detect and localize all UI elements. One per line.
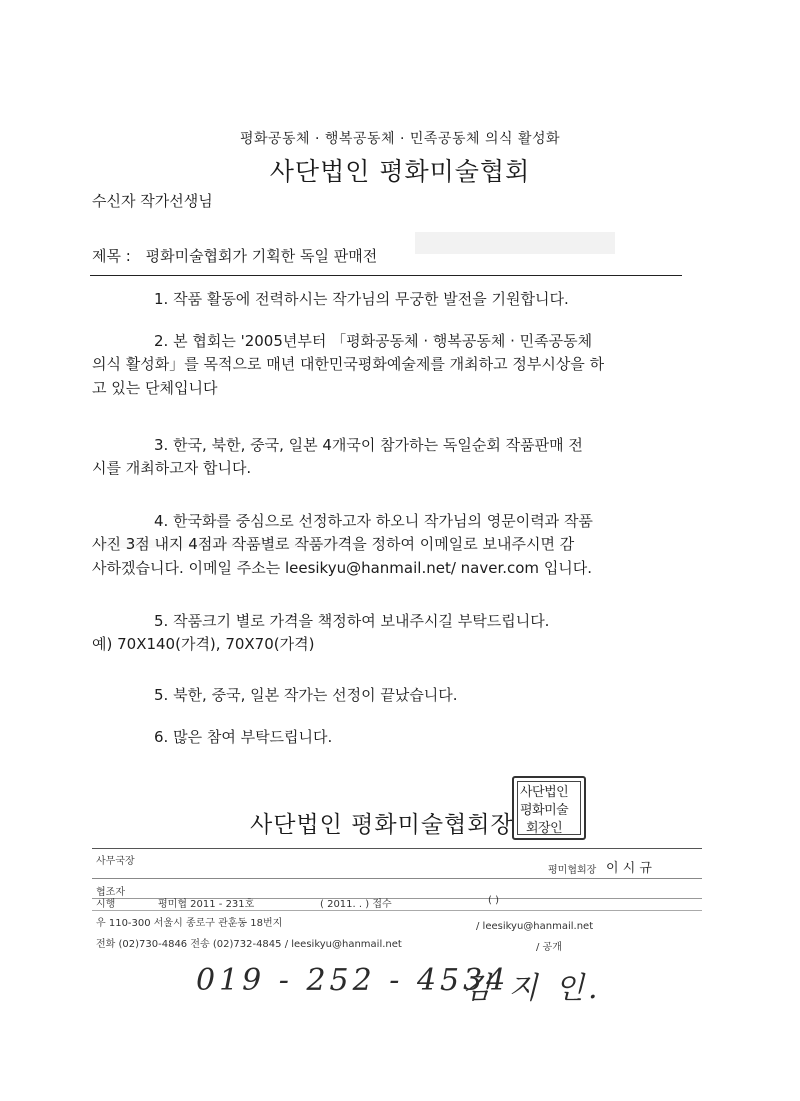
staff-label: 사무국장 [96, 856, 135, 867]
subject-text: 평화미술협회가 기획한 독일 판매전 [145, 247, 378, 265]
president-name: 이 시 규 [606, 861, 652, 876]
item-3: 3. 한국, 북한, 중국, 일본 4개국이 참가하는 독일순회 작품판매 전 시를 개최하고자 합니다. [92, 436, 583, 478]
footer-rule [92, 848, 702, 849]
footer-rule [92, 910, 702, 911]
official-seal [512, 776, 586, 840]
item-2: 2. 본 협회는 '2005년부터 「평화공동체 · 행복공동체 · 민족공동체 의식 활성화」를 목적으로 매년 대한민국평화예술제를 개최하고 정부시상을 하 고 있는 단체입니다 [92, 332, 605, 397]
cooperator-label: 협조자 [96, 887, 125, 898]
received-date: ( 2011. . ) 접수 [320, 899, 392, 910]
seal-line: 회장인 [526, 821, 563, 836]
email-address: / leesikyu@hanmail.net [476, 921, 594, 932]
item-5: 5. 작품크기 별로 가격을 책정하여 보내주시길 부탁드립니다. 예) 70X140(가격), 70X70(가격) [92, 612, 550, 654]
public-label: / 공개 [536, 942, 562, 953]
recipient: 수신자 작가선생님 [92, 192, 213, 210]
slogan: 평화공동체 · 행복공동체 · 민족공동체 의식 활성화 [239, 131, 561, 147]
signature-title: 사단법인 평화미술협회장 [250, 812, 514, 838]
document-number: 평미협 2011 - 231호 [158, 899, 255, 910]
scan-shadow [415, 232, 615, 254]
organization-title: 사단법인 평화미술협회 [269, 157, 531, 186]
handwritten-name: 김 지 인. [462, 971, 602, 1006]
item-4: 4. 한국화를 중심으로 선정하고자 하오니 작가님의 영문이력과 작품 사진 3점 내지 4점과 작품별로 작품가격을 정하여 이메일로 보내주시면 감 사하겠습니다. 이메일 주소는 leesikyu@hanmail.net/ naver.com 입니다. [92, 512, 593, 577]
received-paren: ( ) [488, 895, 499, 906]
document-label: 시행 [96, 899, 116, 910]
item-6: 5. 북한, 중국, 일본 작가는 선정이 끝났습니다. [154, 686, 458, 704]
footer-rule [92, 878, 702, 879]
handwritten-phone: 019 - 252 - 4534 [196, 963, 510, 998]
item-7: 6. 많은 참여 부탁드립니다. [154, 728, 333, 746]
item-1: 1. 작품 활동에 전력하시는 작가님의 무궁한 발전을 기원합니다. [154, 290, 569, 308]
seal-line: 사단법인 [520, 785, 569, 800]
subject-divider [90, 275, 682, 276]
subject-label: 제목 : [92, 247, 131, 265]
seal-line: 평화미술 [520, 803, 569, 818]
contact-info: 전화 (02)730-4846 전송 (02)732-4845 / leesikyu@hanmail.net [96, 939, 402, 950]
postal-address: 우 110-300 서울시 종로구 관훈동 18번지 [96, 918, 283, 929]
subject [92, 245, 377, 266]
president-label: 평미협회장 [548, 865, 597, 876]
